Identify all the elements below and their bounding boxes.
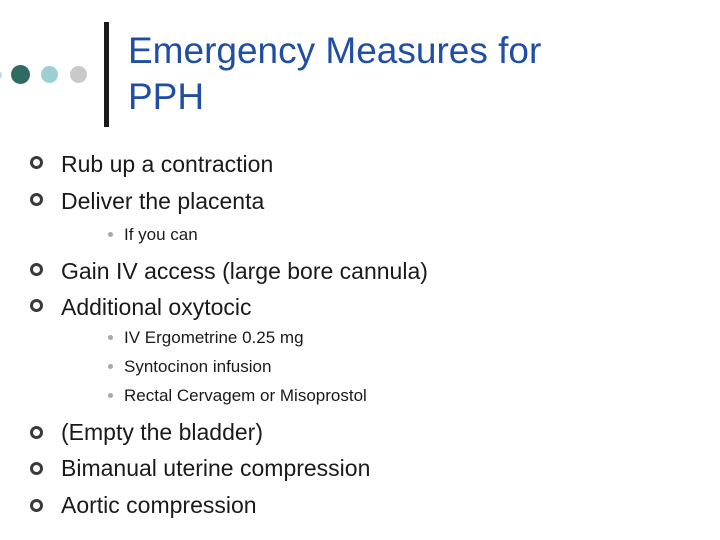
decorative-dot-icon [11,65,30,84]
ring-bullet-icon [30,263,43,276]
title-line-1: Emergency Measures for [128,30,542,71]
dot-bullet-icon [108,232,113,237]
decorative-dot-icon [41,66,58,83]
dot-bullet-icon [108,335,113,340]
ring-bullet-icon [30,193,43,206]
dot-bullet-icon [108,364,113,369]
sub-bullet-item: If you can [124,225,198,244]
ring-bullet-icon [30,156,43,169]
sub-bullet-item: Rectal Cervagem or Misoprostol [124,386,367,405]
bullet-item: Deliver the placenta [61,188,265,214]
ring-bullet-icon [30,426,43,439]
sub-bullet-item: IV Ergometrine 0.25 mg [124,328,304,347]
dot-bullet-icon [108,393,113,398]
ring-bullet-icon [30,462,43,475]
title-line-2: PPH [128,76,205,117]
bullet-item: Additional oxytocic [61,294,252,320]
ring-bullet-icon [30,499,43,512]
decorative-dots [0,0,100,100]
sub-bullet-item: Syntocinon infusion [124,357,272,376]
slide-title [128,28,708,120]
bullet-item: Rub up a contraction [61,151,274,177]
title-divider [104,22,109,127]
decorative-dot-icon [0,71,2,79]
bullet-item: Bimanual uterine compression [61,455,371,481]
ring-bullet-icon [30,299,43,312]
bullet-item: Gain IV access (large bore cannula) [61,258,428,284]
decorative-dot-icon [70,66,87,83]
bullet-item: (Empty the bladder) [61,419,263,445]
bullet-item: Aortic compression [61,492,257,518]
